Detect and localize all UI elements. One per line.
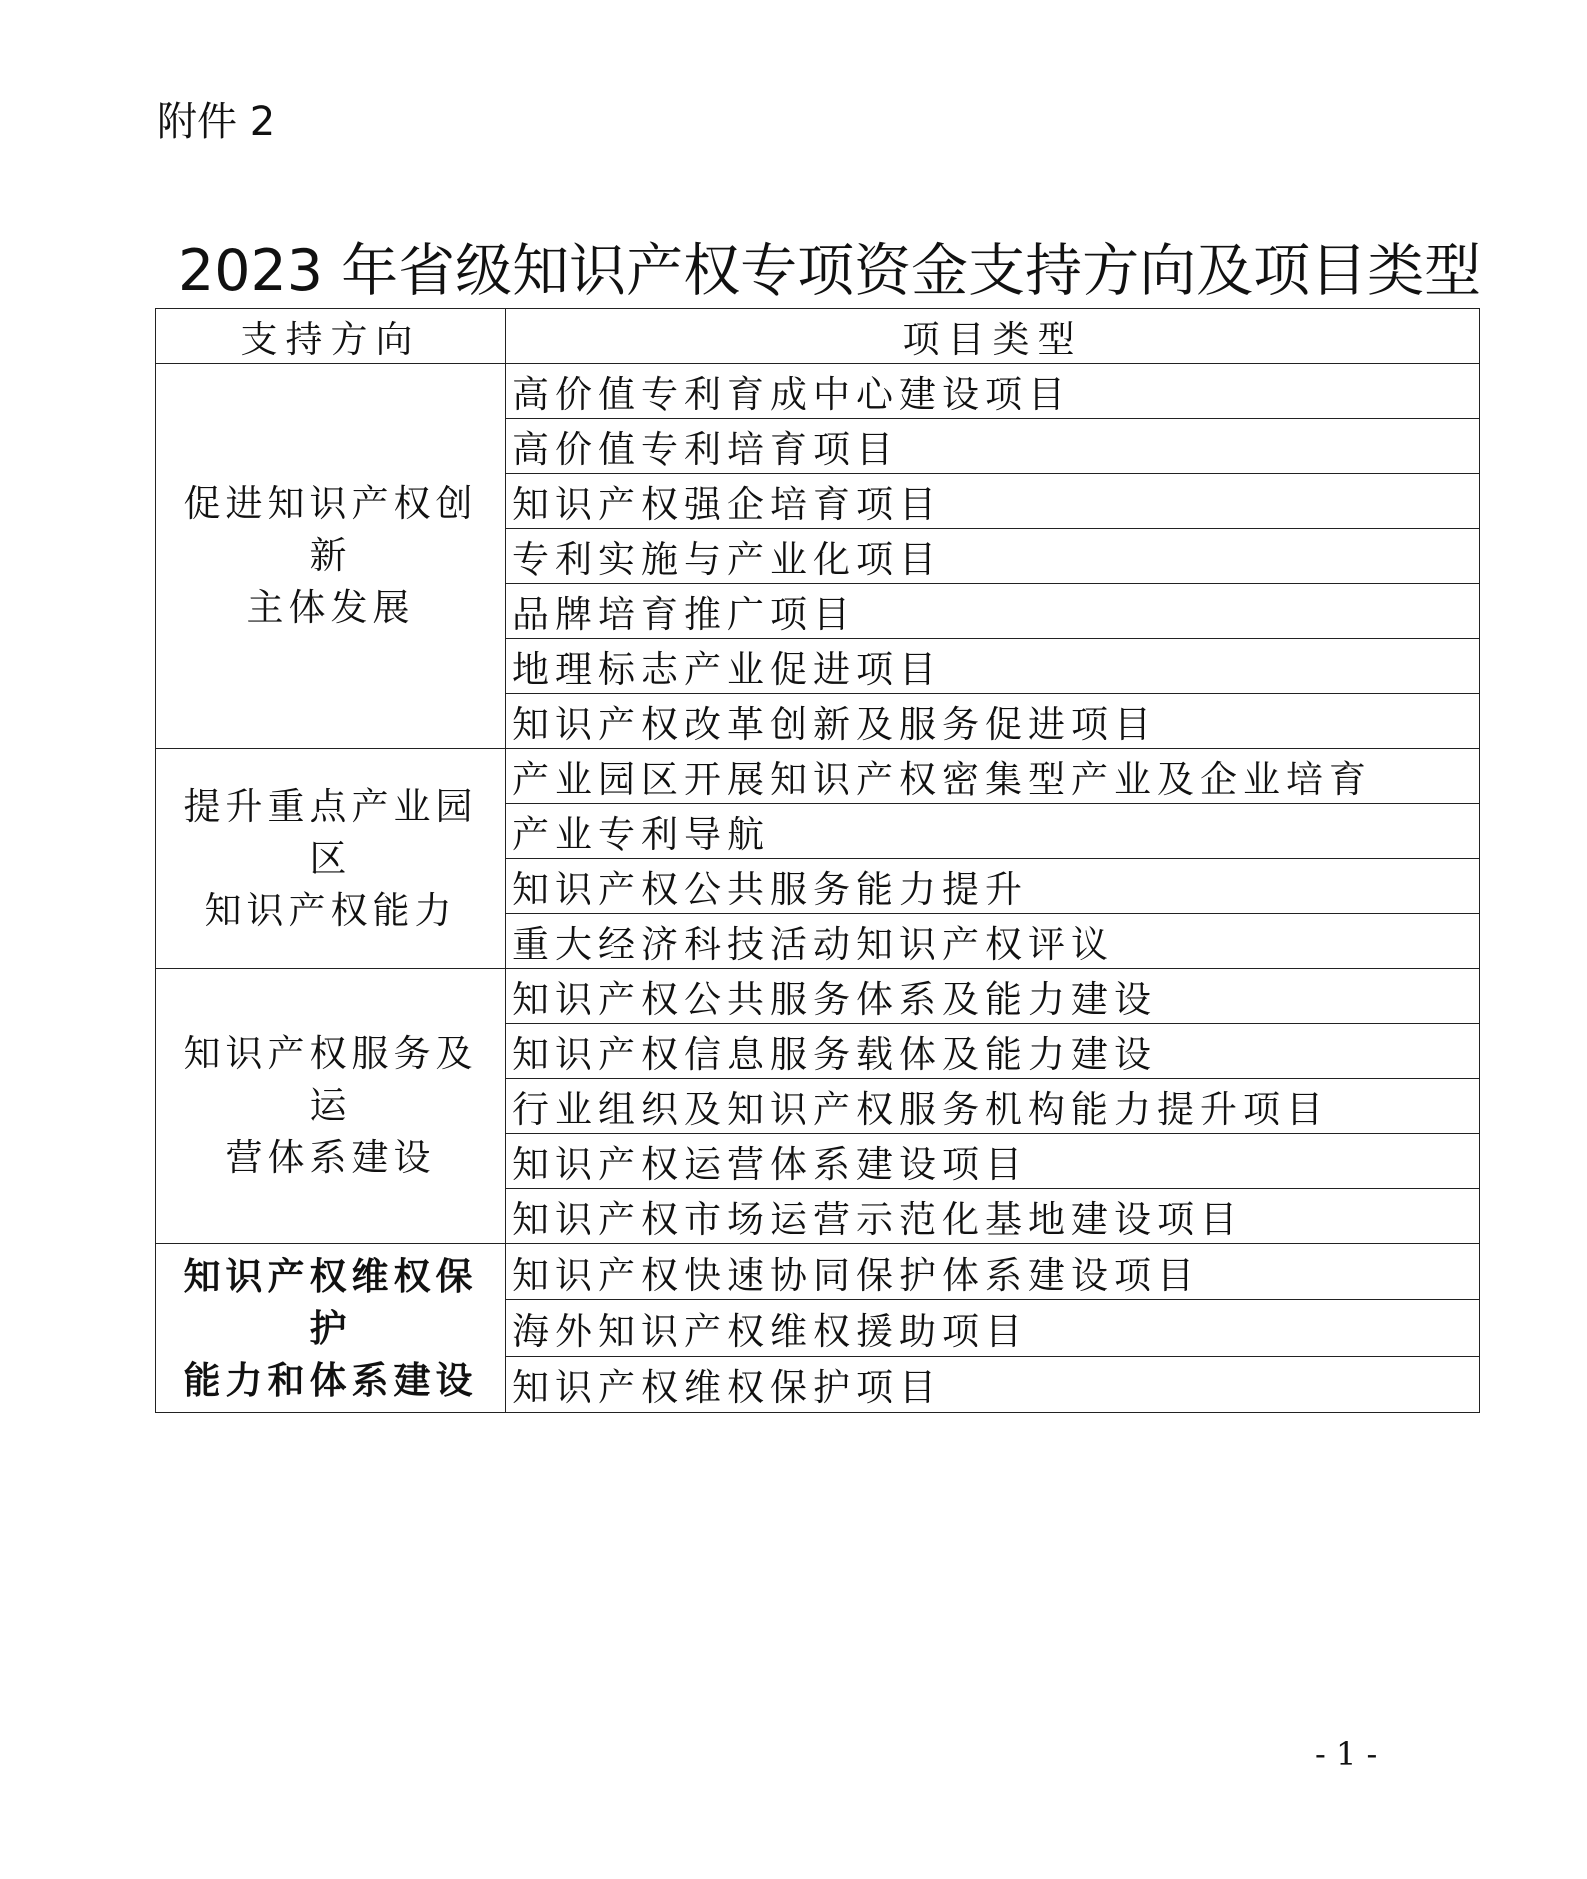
direction-line: 主体发展 bbox=[246, 586, 415, 629]
direction-line: 营体系建设 bbox=[225, 1136, 436, 1179]
project-type-cell: 行业组织及知识产权服务机构能力提升项目 bbox=[506, 1079, 1480, 1134]
direction-line: 知识产权维权保护 bbox=[183, 1254, 478, 1350]
table-row bbox=[156, 364, 1480, 419]
table-row bbox=[156, 969, 1480, 1024]
direction-cell bbox=[156, 969, 506, 1244]
direction-line: 知识产权能力 bbox=[204, 888, 457, 932]
project-type-cell: 知识产权改革创新及服务促进项目 bbox=[506, 694, 1480, 749]
project-type-cell: 知识产权快速协同保护体系建设项目 bbox=[506, 1244, 1480, 1300]
page-number: - 1 - bbox=[1315, 1735, 1378, 1773]
project-type-cell: 知识产权运营体系建设项目 bbox=[506, 1134, 1480, 1189]
document-title: 2023 年省级知识产权专项资金支持方向及项目类型 bbox=[178, 238, 1482, 304]
table-row bbox=[156, 1244, 1480, 1300]
project-type-cell: 高价值专利育成中心建设项目 bbox=[506, 364, 1480, 419]
header-project-type: 项目类型 bbox=[506, 309, 1480, 364]
direction-cell bbox=[156, 1244, 506, 1413]
table-row bbox=[156, 749, 1480, 804]
project-type-cell: 重大经济科技活动知识产权评议 bbox=[506, 914, 1480, 969]
direction-line: 提升重点产业园区 bbox=[183, 784, 478, 880]
direction-line: 能力和体系建设 bbox=[183, 1358, 478, 1402]
project-type-cell: 知识产权公共服务能力提升 bbox=[506, 859, 1480, 914]
direction-cell bbox=[156, 749, 506, 969]
project-type-cell: 地理标志产业促进项目 bbox=[506, 639, 1480, 694]
project-type-cell: 专利实施与产业化项目 bbox=[506, 529, 1480, 584]
attachment-label: 附件 2 bbox=[157, 99, 276, 145]
project-type-cell: 知识产权信息服务载体及能力建设 bbox=[506, 1024, 1480, 1079]
project-type-cell: 产业园区开展知识产权密集型产业及企业培育 bbox=[506, 749, 1480, 804]
direction-cell bbox=[156, 364, 506, 749]
support-direction-table bbox=[155, 308, 1480, 1413]
project-type-cell: 高价值专利培育项目 bbox=[506, 419, 1480, 474]
project-type-cell: 知识产权强企培育项目 bbox=[506, 474, 1480, 529]
table-header-row bbox=[156, 309, 1480, 364]
direction-line: 知识产权服务及运 bbox=[183, 1032, 478, 1127]
project-type-cell: 品牌培育推广项目 bbox=[506, 584, 1480, 639]
header-support-direction: 支持方向 bbox=[156, 309, 506, 364]
project-type-cell: 知识产权公共服务体系及能力建设 bbox=[506, 969, 1480, 1024]
project-type-cell: 知识产权市场运营示范化基地建设项目 bbox=[506, 1189, 1480, 1244]
project-type-cell: 知识产权维权保护项目 bbox=[506, 1356, 1480, 1412]
direction-line: 促进知识产权创新 bbox=[183, 482, 478, 577]
project-type-cell: 海外知识产权维权援助项目 bbox=[506, 1300, 1480, 1356]
project-type-cell: 产业专利导航 bbox=[506, 804, 1480, 859]
